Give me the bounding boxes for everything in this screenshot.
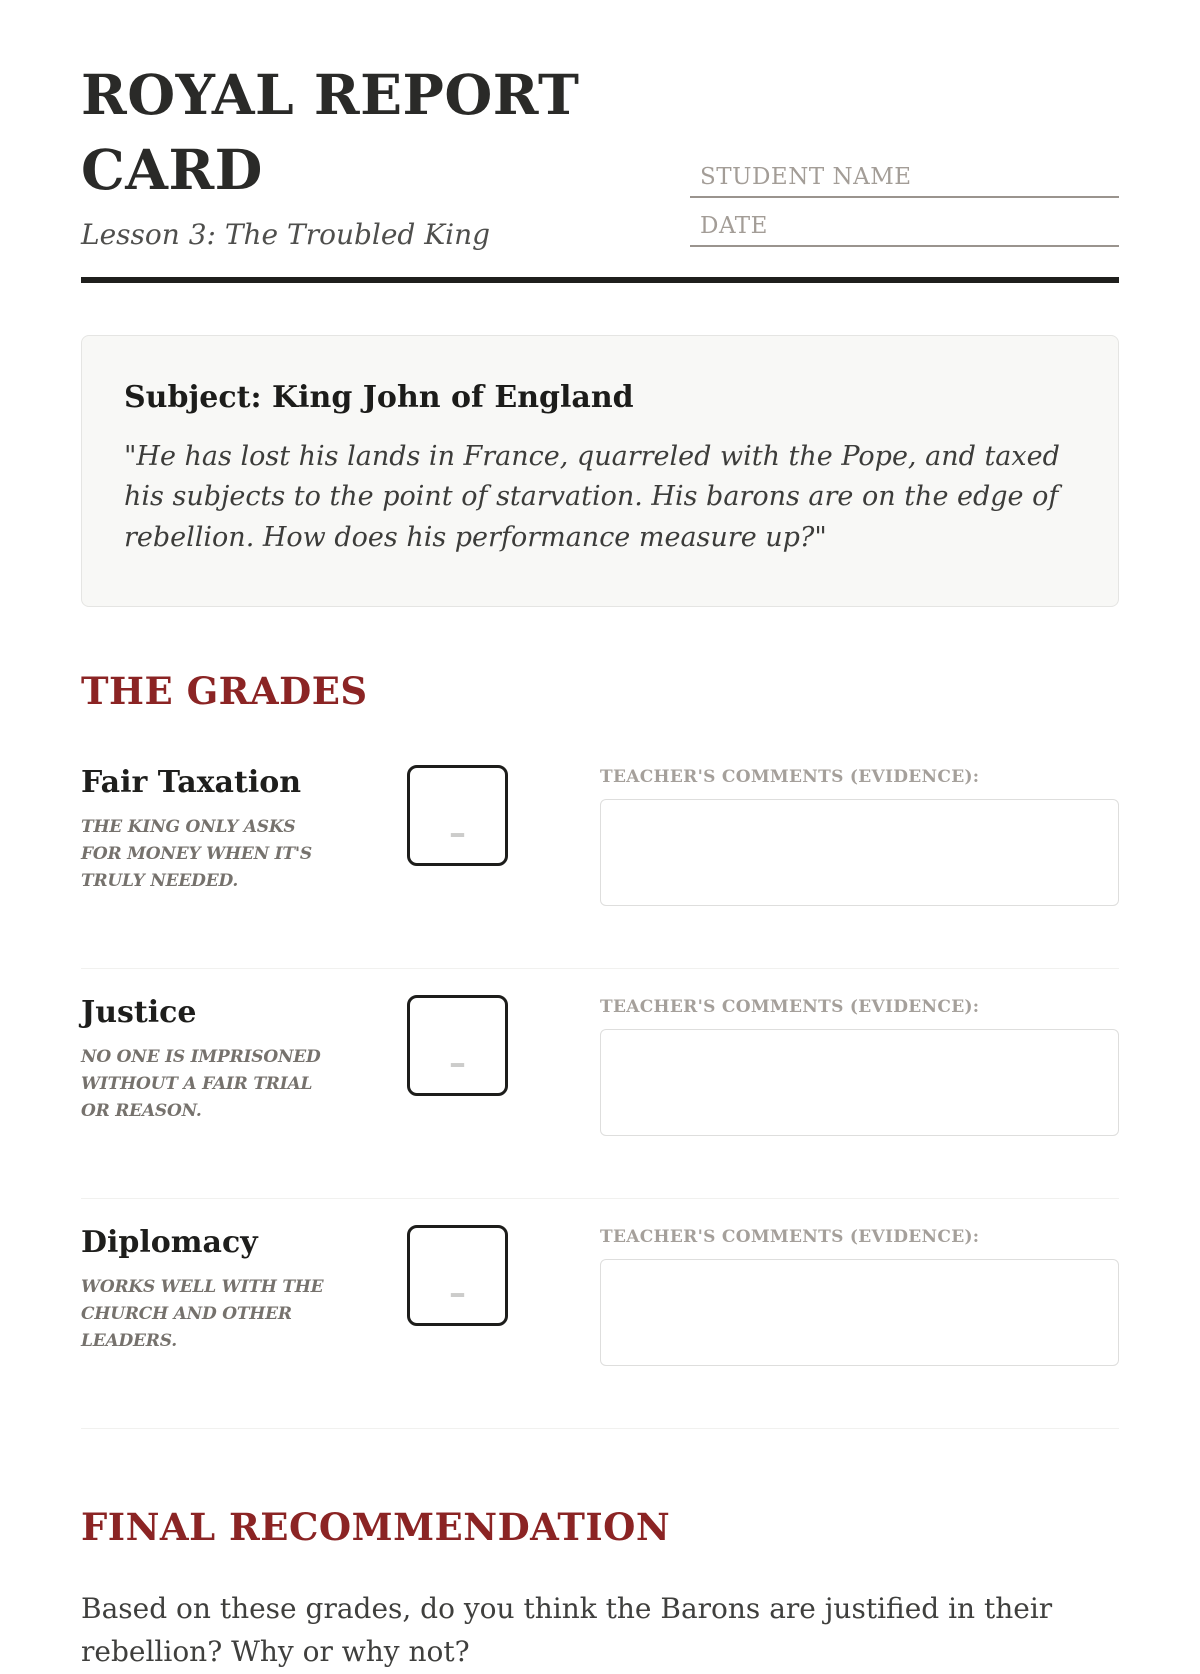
grade-description: NO ONE IS IMPRISONED WITHOUT A FAIR TRIAL OR REASON.: [81, 1047, 321, 1122]
grade-name: Justice: [81, 995, 197, 1031]
header-fields: [690, 162, 1119, 247]
header-divider: [81, 277, 1119, 283]
final-question: Based on these grades, do you think the Barons are justified in their rebellion? Why or why not?: [81, 1592, 1053, 1669]
comments-label: TEACHER'S COMMENTS (EVIDENCE):: [600, 1227, 980, 1248]
grade-description: THE KING ONLY ASKS FOR MONEY WHEN IT'S TRULY NEEDED.: [81, 817, 312, 892]
grade-input-justice[interactable]: [407, 995, 508, 1096]
comments-label: TEACHER'S COMMENTS (EVIDENCE):: [600, 997, 980, 1018]
grade-input-fair-taxation[interactable]: [407, 765, 508, 866]
comments-textarea-fair-taxation[interactable]: [600, 799, 1119, 906]
grade-criterion: [81, 765, 407, 910]
grade-box-cell: [407, 995, 600, 1140]
header: [81, 58, 1119, 251]
grade-criterion: [81, 995, 407, 1140]
comments-label: TEACHER'S COMMENTS (EVIDENCE):: [600, 767, 980, 788]
lesson-subtitle: Lesson 3: The Troubled King: [81, 217, 491, 251]
grades-section-heading: THE GRADES: [81, 669, 368, 714]
grade-row-fair-taxation: [81, 739, 1119, 969]
grade-box-cell: [407, 1225, 600, 1370]
comments-cell: [600, 995, 1119, 1140]
grade-name: Fair Taxation: [81, 765, 302, 801]
comments-textarea-diplomacy[interactable]: [600, 1259, 1119, 1366]
header-title-block: [81, 58, 671, 251]
page-title: ROYAL REPORT CARD: [81, 62, 580, 202]
grade-input-diplomacy[interactable]: [407, 1225, 508, 1326]
comments-textarea-justice[interactable]: [600, 1029, 1119, 1136]
grade-row-diplomacy: [81, 1199, 1119, 1429]
date-input[interactable]: [690, 211, 1119, 247]
grade-criterion: [81, 1225, 407, 1370]
grade-name: Diplomacy: [81, 1225, 258, 1261]
grade-box-cell: [407, 765, 600, 910]
comments-cell: [600, 1225, 1119, 1370]
final-recommendation-heading: FINAL RECOMMENDATION: [81, 1505, 671, 1550]
subject-quote: "He has lost his lands in France, quarreled with the Pope, and taxed his subjects to the point of starvation. His barons are on the edge of rebellion. How does his performance measure up?": [124, 440, 1060, 553]
comments-cell: [600, 765, 1119, 910]
grade-description: WORKS WELL WITH THE CHURCH AND OTHER LEADERS.: [81, 1277, 324, 1352]
subject-card: [81, 335, 1119, 608]
grade-row-justice: [81, 969, 1119, 1199]
subject-heading: Subject: King John of England: [124, 379, 634, 415]
student-name-input[interactable]: [690, 162, 1119, 198]
